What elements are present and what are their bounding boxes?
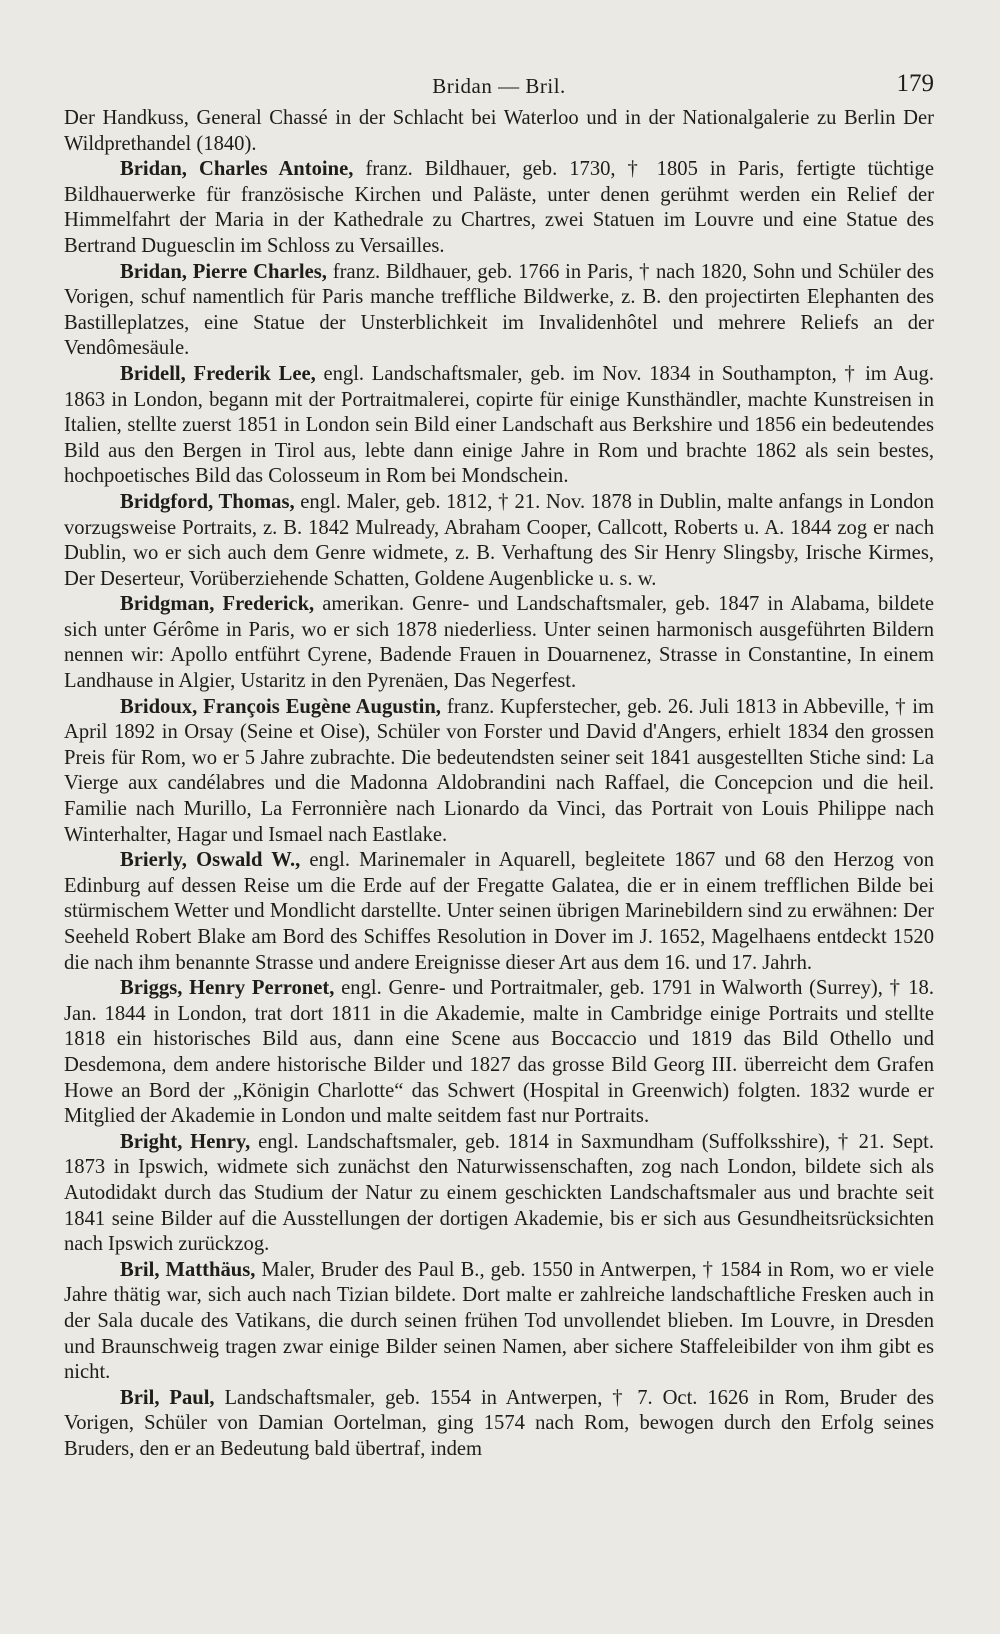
entry-brierly xyxy=(64,848,934,976)
entry-name: Bridgman, Frederick, xyxy=(120,593,315,616)
entry-name: Bridan, Pierre Charles, xyxy=(120,260,327,283)
continuation-paragraph: Der Handkuss, General Chassé in der Schlacht bei Waterloo und in der Nationalgalerie zu Berlin Der Wildprethandel (1840). xyxy=(64,107,934,155)
entry-name: Briggs, Henry Perronet, xyxy=(120,977,335,1000)
entry-name: Bridan, Charles Antoine, xyxy=(120,158,354,181)
entry-name: Bril, Matthäus, xyxy=(120,1258,256,1281)
entry-bridgford xyxy=(64,490,934,592)
entry-text: amerikan. Genre- und Landschaftsmaler, geb. 1847 in Alabama, bildete sich unter Gérôme in Paris, wo er sich 1878 niederliess. Unter seinen harmonisch ausgeführten Bildern nennen wir: Apollo entführt Cyrene, Badende Frauen in Douarnenez, Strasse in Constantine, In einem Landhause in Algier, Ustaritz in den Pyrenäen, Das Negerfest. xyxy=(64,593,934,693)
entry-bridan-charles xyxy=(64,157,934,259)
entry-text: engl. Landschaftsmaler, geb. 1814 in Saxmundham (Suffolksshire), † 21. Sept. 1873 in Ipswich, widmete sich zunächst den Naturwissenschaften, zog nach London, bildete sich als Autodidakt durch das Studium der Natur zu einem geschickten Landschaftsmaler aus und brachte seit 1841 seine Bilder auf die Ausstellungen der dortigen Akademie, bis er sich aus Gesundheitsrücksichten nach Ipswich zurückzog. xyxy=(64,1130,934,1256)
entry-text: Landschaftsmaler, geb. 1554 in Antwerpen, † 7. Oct. 1626 in Rom, Bruder des Vorigen, Schüler von Damian Oortelman, ging 1574 nach Rom, bewogen durch den Erfolg seines Bruders, den er an Bedeutung bald übertraf, indem xyxy=(64,1386,934,1460)
body-text xyxy=(64,106,934,1462)
entry-text: franz. Kupferstecher, geb. 26. Juli 1813 in Abbeville, † im April 1892 in Orsay (Seine et Oise), Schüler von Forster und David d'Angers, erhielt 1834 den grossen Preis für Rom, wo er 5 Jahre zubrachte. Die bedeutendsten seiner seit 1841 ausgestellten Stiche sind: La Vierge aux candélabres und die Madonna Aldobrandini nach Raffael, die Concepcion und die heil. Familie nach Murillo, La Ferronnière nach Lionardo da Vinci, das Portrait von Louis Philippe nach Winterhalter, Hagar und Ismael nach Eastlake. xyxy=(64,695,934,846)
entry-text: franz. Bildhauer, geb. 1730, † 1805 in Paris, fertigte tüchtige Bildhauerwerke für französische Kirchen und Paläste, unter denen gerühmt werden ein Relief der Himmelfahrt der Maria in der Kathedrale zu Chartres, zwei Statuen im Louvre und eine Statue des Bertrand Duguesclin im Schloss zu Versailles. xyxy=(64,158,934,257)
entry-name: Bright, Henry, xyxy=(120,1130,251,1153)
entry-name: Bridgford, Thomas, xyxy=(120,490,295,513)
running-title: Bridan — Bril. xyxy=(432,74,566,98)
entry-text: franz. Bildhauer, geb. 1766 in Paris, † nach 1820, Sohn und Schüler des Vorigen, schuf namentlich für Paris manche treffliche Bildwerke, z. B. den projectirten Elephanten des Bastilleplatzes, eine Statue der Unsterblichkeit im Invalidenhôtel und mehrere Reliefs an der Vendômesäule. xyxy=(64,260,934,360)
entry-bridgman xyxy=(64,592,934,694)
entry-name: Bridell, Frederik Lee, xyxy=(120,362,316,385)
entry-bridoux xyxy=(64,695,934,849)
entry-bright xyxy=(64,1130,934,1258)
entry-text: engl. Maler, geb. 1812, † 21. Nov. 1878 in Dublin, malte anfangs in London vorzugsweise Portraits, z. B. 1842 Mulready, Abraham Cooper, Callcott, Roberts u. A. 1844 zog er nach Dublin, wo er sich auch dem Genre widmete, z. B. Verhaftung des Sir Henry Slingsby, Irische Kirmes, Der Deserteur, Vorüberziehende Schatten, Goldene Augenblicke u. s. w. xyxy=(64,490,934,590)
entry-name: Bril, Paul, xyxy=(120,1386,215,1409)
entry-bril-paul xyxy=(64,1386,934,1463)
entry-name: Bridoux, François Eugène Augustin, xyxy=(120,695,441,718)
entry-name: Brierly, Oswald W., xyxy=(120,849,301,872)
page-header xyxy=(64,62,934,106)
entry-text: engl. Genre- und Portraitmaler, geb. 1791 in Walworth (Surrey), † 18. Jan. 1844 in London, trat dort 1811 in die Akademie, malte in Cambridge einige Portraits und stellte 1818 ein historisches Bild aus, dann eine Scene aus Boccaccio und 1819 das Bild Othello und Desdemona, dem andere historische Bilder und 1827 das grosse Bild Georg III. überreicht dem Grafen Howe an Bord der „Königin Charlotte“ das Schwert (Hospital in Greenwich) folgten. 1832 wurde er Mitglied der Akademie in London und malte seitdem fast nur Portraits. xyxy=(64,977,934,1128)
page-number: 179 xyxy=(896,70,934,97)
entry-text: engl. Landschaftsmaler, geb. im Nov. 1834 in Southampton, † im Aug. 1863 in London, begann mit der Portraitmalerei, copirte für einige Kunsthändler, machte Kunstreisen in Italien, stellte zuerst 1851 in London sein Bild einer Landschaft aus Berkshire und 1856 ein bedeutendes Bild aus den Bergen in Tirol aus, lebte dann einige Jahre in Rom und brachte 1862 als sein bestes, hochpoetisches Bild das Colosseum in Rom bei Mondschein. xyxy=(64,362,934,488)
entry-briggs xyxy=(64,976,934,1130)
entry-text: Maler, Bruder des Paul B., geb. 1550 in Antwerpen, † 1584 in Rom, wo er viele Jahre thätig war, sich auch nach Tizian bildete. Dort malte er zahlreiche landschaftliche Fresken auch in der Sala ducale des Vatikans, die durch seinen frühen Tod unvollendet blieben. Im Louvre, in Dresden und Braunschweig tragen zwar einige Bilder seinen Namen, aber sichere Staffeleibilder von ihm gibt es nicht. xyxy=(64,1258,934,1384)
entry-bridan-pierre xyxy=(64,260,934,362)
entry-bril-matthaeus xyxy=(64,1258,934,1386)
entry-bridell xyxy=(64,362,934,490)
entry-text: engl. Marinemaler in Aquarell, begleitete 1867 und 68 den Herzog von Edinburg auf dessen Reise um die Erde auf der Fregatte Galatea, die er in einem trefflichen Bilde bei stürmischem Wetter und Mondlicht darstellte. Unter seinen übrigen Marinebildern sind zu erwähnen: Der Seeheld Robert Blake am Bord des Schiffes Resolution in Dover im J. 1652, Magelhaens entdeckt 1520 die nach ihm benannte Strasse und andere Ereignisse dieser Art aus dem 16. und 17. Jahrh. xyxy=(64,849,935,974)
